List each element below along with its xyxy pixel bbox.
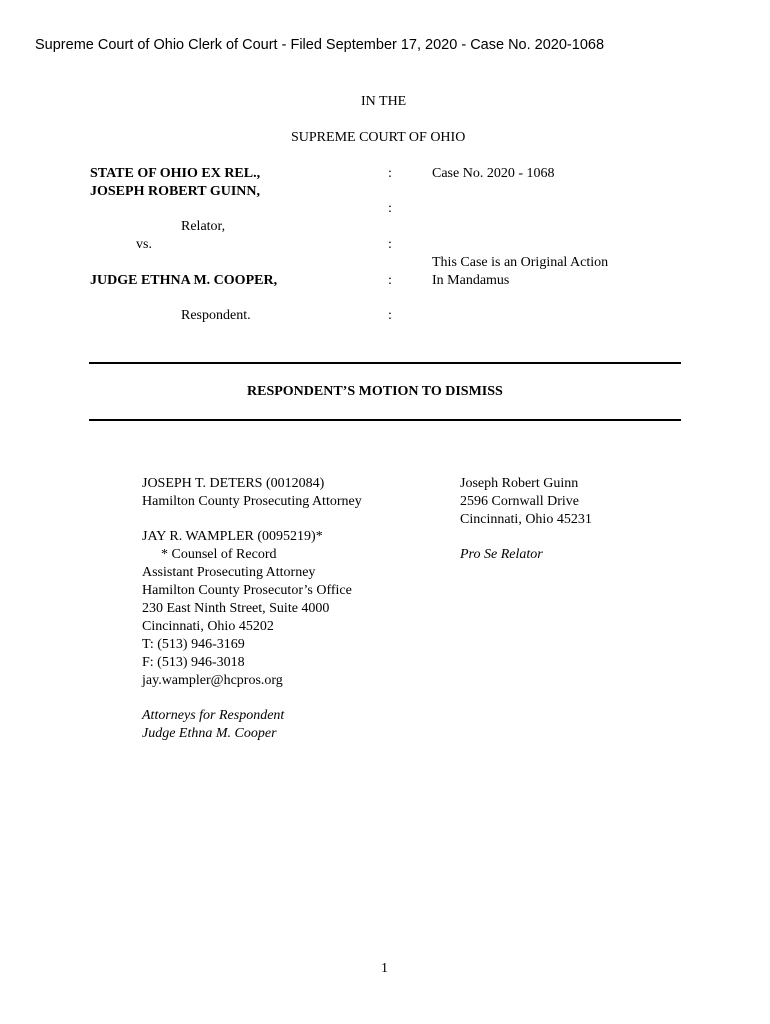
respondent-counsel-block <box>142 475 362 743</box>
court-heading-line1: IN THE <box>361 94 407 109</box>
counsel-of-record-note: * Counsel of Record <box>161 547 277 562</box>
action-type-line2: In Mandamus <box>432 273 510 288</box>
title-top-rule <box>89 362 681 364</box>
counsel-line: Hamilton County Prosecuting Attorney <box>142 494 362 509</box>
counsel-line: 230 East Ninth Street, Suite 4000 <box>142 601 330 616</box>
relator-line: Joseph Robert Guinn <box>460 476 579 491</box>
relator-line: Cincinnati, Ohio 45231 <box>460 512 592 527</box>
caption-separator: : <box>388 308 392 323</box>
respondent-caption-name: JUDGE ETHNA M. COOPER, <box>90 273 278 288</box>
respondent-role: Respondent. <box>181 308 251 323</box>
attorneys-for-line1: Attorneys for Respondent <box>142 708 285 723</box>
versus-text: vs. <box>136 237 152 252</box>
counsel-line: Assistant Prosecuting Attorney <box>142 565 316 580</box>
counsel-email: jay.wampler@hcpros.org <box>142 673 283 688</box>
relator-role: Relator, <box>181 219 226 234</box>
page-number: 1 <box>381 961 388 976</box>
document-title: RESPONDENT’S MOTION TO DISMISS <box>247 384 503 399</box>
counsel-line: JAY R. WAMPLER (0095219)* <box>142 529 323 544</box>
title-bottom-rule <box>89 419 681 421</box>
relator-line: 2596 Cornwall Drive <box>460 494 579 509</box>
counsel-line: JOSEPH T. DETERS (0012084) <box>142 476 325 491</box>
case-number: Case No. 2020 - 1068 <box>432 166 555 181</box>
attorneys-for-line2: Judge Ethna M. Cooper <box>142 726 277 741</box>
counsel-line: Cincinnati, Ohio 45202 <box>142 619 274 634</box>
court-heading-line2: SUPREME COURT OF OHIO <box>291 130 466 145</box>
relator-designation: Pro Se Relator <box>460 547 543 562</box>
relator-caption-line1: STATE OF OHIO EX REL., <box>90 166 261 181</box>
caption-separator: : <box>388 273 392 288</box>
caption-separator: : <box>388 166 392 181</box>
relator-address-block <box>460 475 592 564</box>
counsel-phone: T: (513) 946-3169 <box>142 637 245 652</box>
counsel-line: Hamilton County Prosecutor’s Office <box>142 583 352 598</box>
relator-caption-line2: JOSEPH ROBERT GUINN, <box>90 184 261 199</box>
action-type-line1: This Case is an Original Action <box>432 255 609 270</box>
filing-stamp-header: Supreme Court of Ohio Clerk of Court - Filed September 17, 2020 - Case No. 2020-1068 <box>35 37 605 53</box>
caption-separator: : <box>388 237 392 252</box>
caption-separator: : <box>388 201 392 216</box>
counsel-fax: F: (513) 946-3018 <box>142 655 245 670</box>
